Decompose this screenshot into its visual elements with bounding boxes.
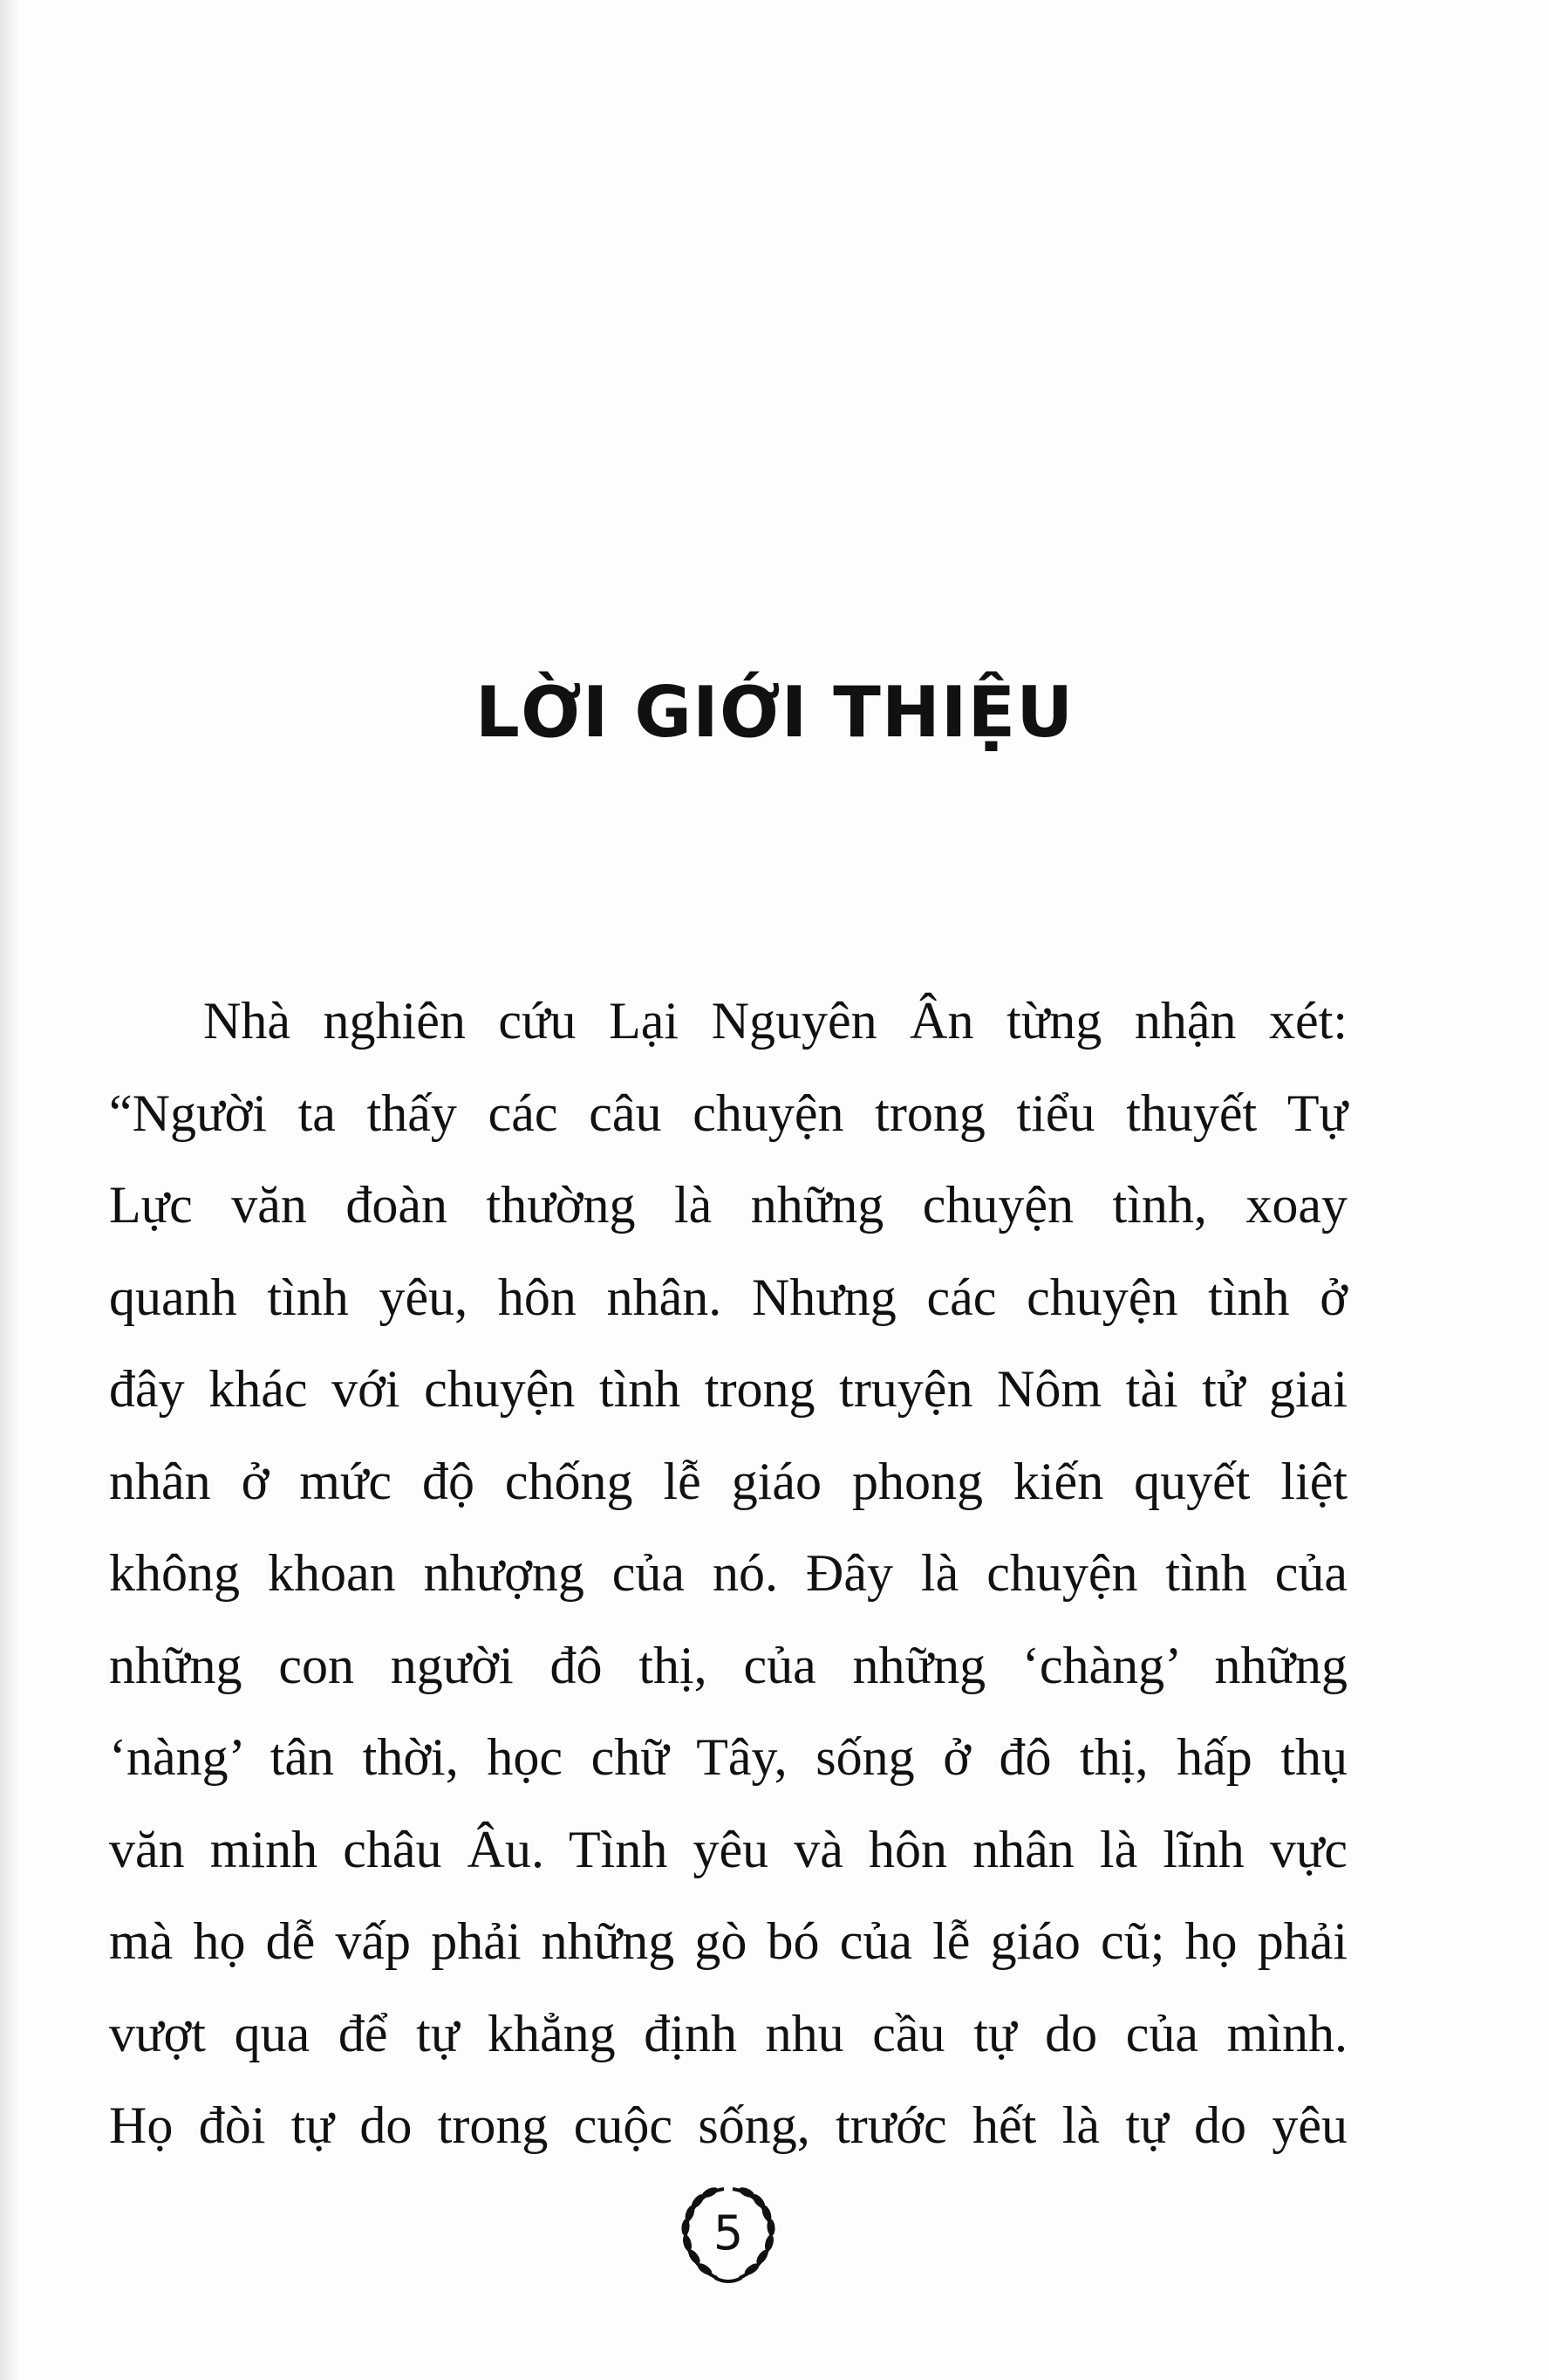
paragraph-line: những con người đô thị, của những ‘chàng’ những xyxy=(109,1636,1348,1694)
paragraph-line: “Người ta thấy các câu chuyện trong tiểu thuyết Tự xyxy=(109,1084,1348,1142)
body-paragraph xyxy=(109,975,1348,2172)
paragraph-line: văn minh châu Âu. Tình yêu và hôn nhân là lĩnh vực xyxy=(109,1820,1348,1878)
paragraph-line: Lực văn đoàn thường là những chuyện tình, xoay xyxy=(109,1176,1348,1234)
paragraph-line: mà họ dễ vấp phải những gò bó của lễ giáo cũ; họ phải xyxy=(109,1912,1348,1970)
scan-shadow-edge xyxy=(0,0,19,2380)
paragraph-line: vượt qua để tự khẳng định nhu cầu tự do của mình. xyxy=(109,2004,1348,2062)
page-number: 5 xyxy=(713,2206,744,2260)
paragraph-line: ‘nàng’ tân thời, học chữ Tây, sống ở đô thị, hấp thụ xyxy=(109,1728,1348,1786)
paragraph-line: không khoan nhượng của nó. Đây là chuyện tình của xyxy=(109,1544,1348,1602)
paragraph-line: Nhà nghiên cứu Lại Nguyên Ân từng nhận xét: xyxy=(203,992,1348,1050)
paragraph-line: Họ đòi tự do trong cuộc sống, trước hết là tự do yêu xyxy=(109,2096,1348,2154)
paragraph-line: quanh tình yêu, hôn nhân. Nhưng các chuyện tình ở xyxy=(109,1268,1348,1326)
paragraph-line: đây khác với chuyện tình trong truyện Nôm tài tử giai xyxy=(109,1360,1348,1418)
chapter-title: LỜI GIỚI THIỆU xyxy=(474,672,1075,753)
paragraph-line: nhân ở mức độ chống lễ giáo phong kiến quyết liệt xyxy=(109,1452,1348,1510)
page-number-ornament xyxy=(672,2177,785,2290)
